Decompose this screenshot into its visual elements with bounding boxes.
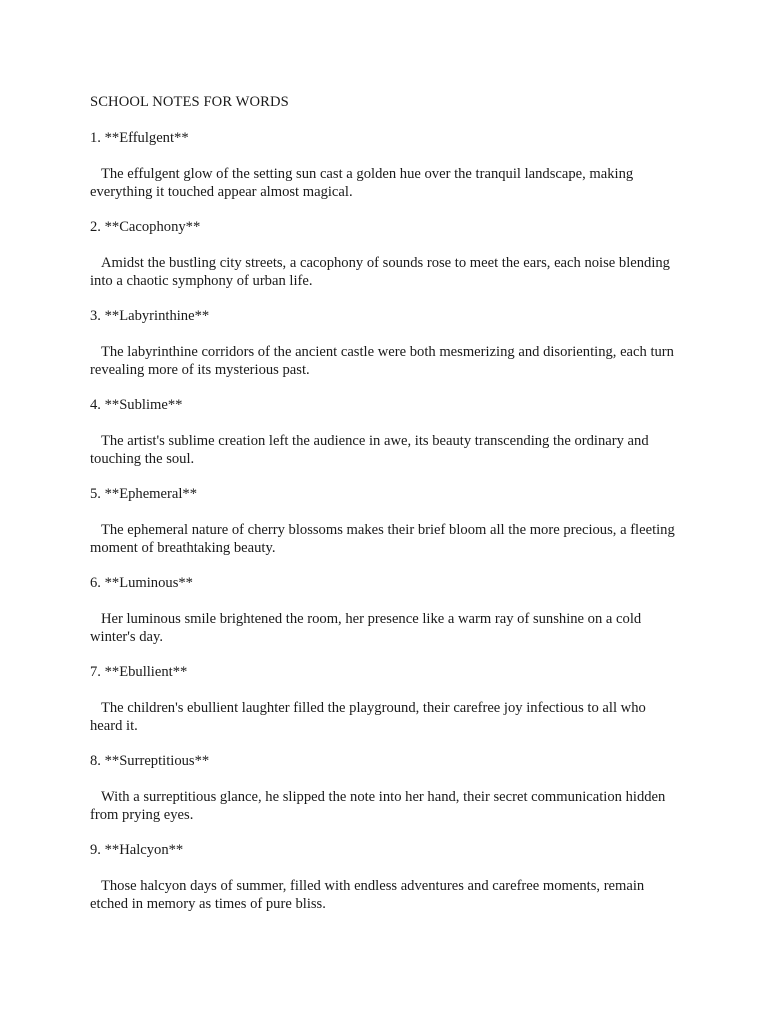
entry-sentence: The ephemeral nature of cherry blossoms makes their brief bloom all the more precious, a fleeting moment of breathtaking beauty.: [90, 522, 679, 556]
entry-sentence: The effulgent glow of the setting sun cast a golden hue over the tranquil landscape, making everything it touched appear almost magical.: [90, 166, 637, 200]
entry-heading: 2. **Cacophony**: [90, 219, 201, 235]
entry-9: [90, 841, 680, 913]
entry-heading: 7. **Ebullient**: [90, 664, 188, 680]
entry-sentence: Her luminous smile brightened the room, her presence like a warm ray of sunshine on a cold winter's day.: [90, 611, 645, 645]
document-page: [90, 93, 680, 930]
entry-heading: 1. **Effulgent**: [90, 130, 189, 146]
entry-heading: 5. **Ephemeral**: [90, 486, 197, 502]
entry-heading: 9. **Halcyon**: [90, 842, 184, 858]
entry-heading: 6. **Luminous**: [90, 575, 193, 591]
entry-heading: 3. **Labyrinthine**: [90, 308, 210, 324]
entry-3: [90, 307, 680, 379]
entry-sentence: With a surreptitious glance, he slipped the note into her hand, their secret communication hidden from prying eyes.: [90, 789, 669, 823]
entry-heading: 4. **Sublime**: [90, 397, 183, 413]
entry-sentence: The labyrinthine corridors of the ancient castle were both mesmerizing and disorienting, each turn revealing more of its mysterious past.: [90, 344, 678, 378]
entry-sentence: Amidst the bustling city streets, a cacophony of sounds rose to meet the ears, each noise blending into a chaotic symphony of urban life.: [90, 255, 674, 289]
entry-5: [90, 485, 680, 557]
document-title: SCHOOL NOTES FOR WORDS: [90, 94, 289, 110]
entry-4: [90, 396, 680, 468]
entry-2: [90, 218, 680, 290]
entry-7: [90, 663, 680, 735]
entry-1: [90, 129, 680, 201]
entry-sentence: The artist's sublime creation left the audience in awe, its beauty transcending the ordinary and touching the soul.: [90, 433, 653, 467]
entry-6: [90, 574, 680, 646]
entry-8: [90, 752, 680, 824]
entry-sentence: The children's ebullient laughter filled the playground, their carefree joy infectious to all who heard it.: [90, 700, 650, 734]
entry-heading: 8. **Surreptitious**: [90, 753, 210, 769]
entry-sentence: Those halcyon days of summer, filled with endless adventures and carefree moments, remain etched in memory as times of pure bliss.: [90, 878, 648, 912]
